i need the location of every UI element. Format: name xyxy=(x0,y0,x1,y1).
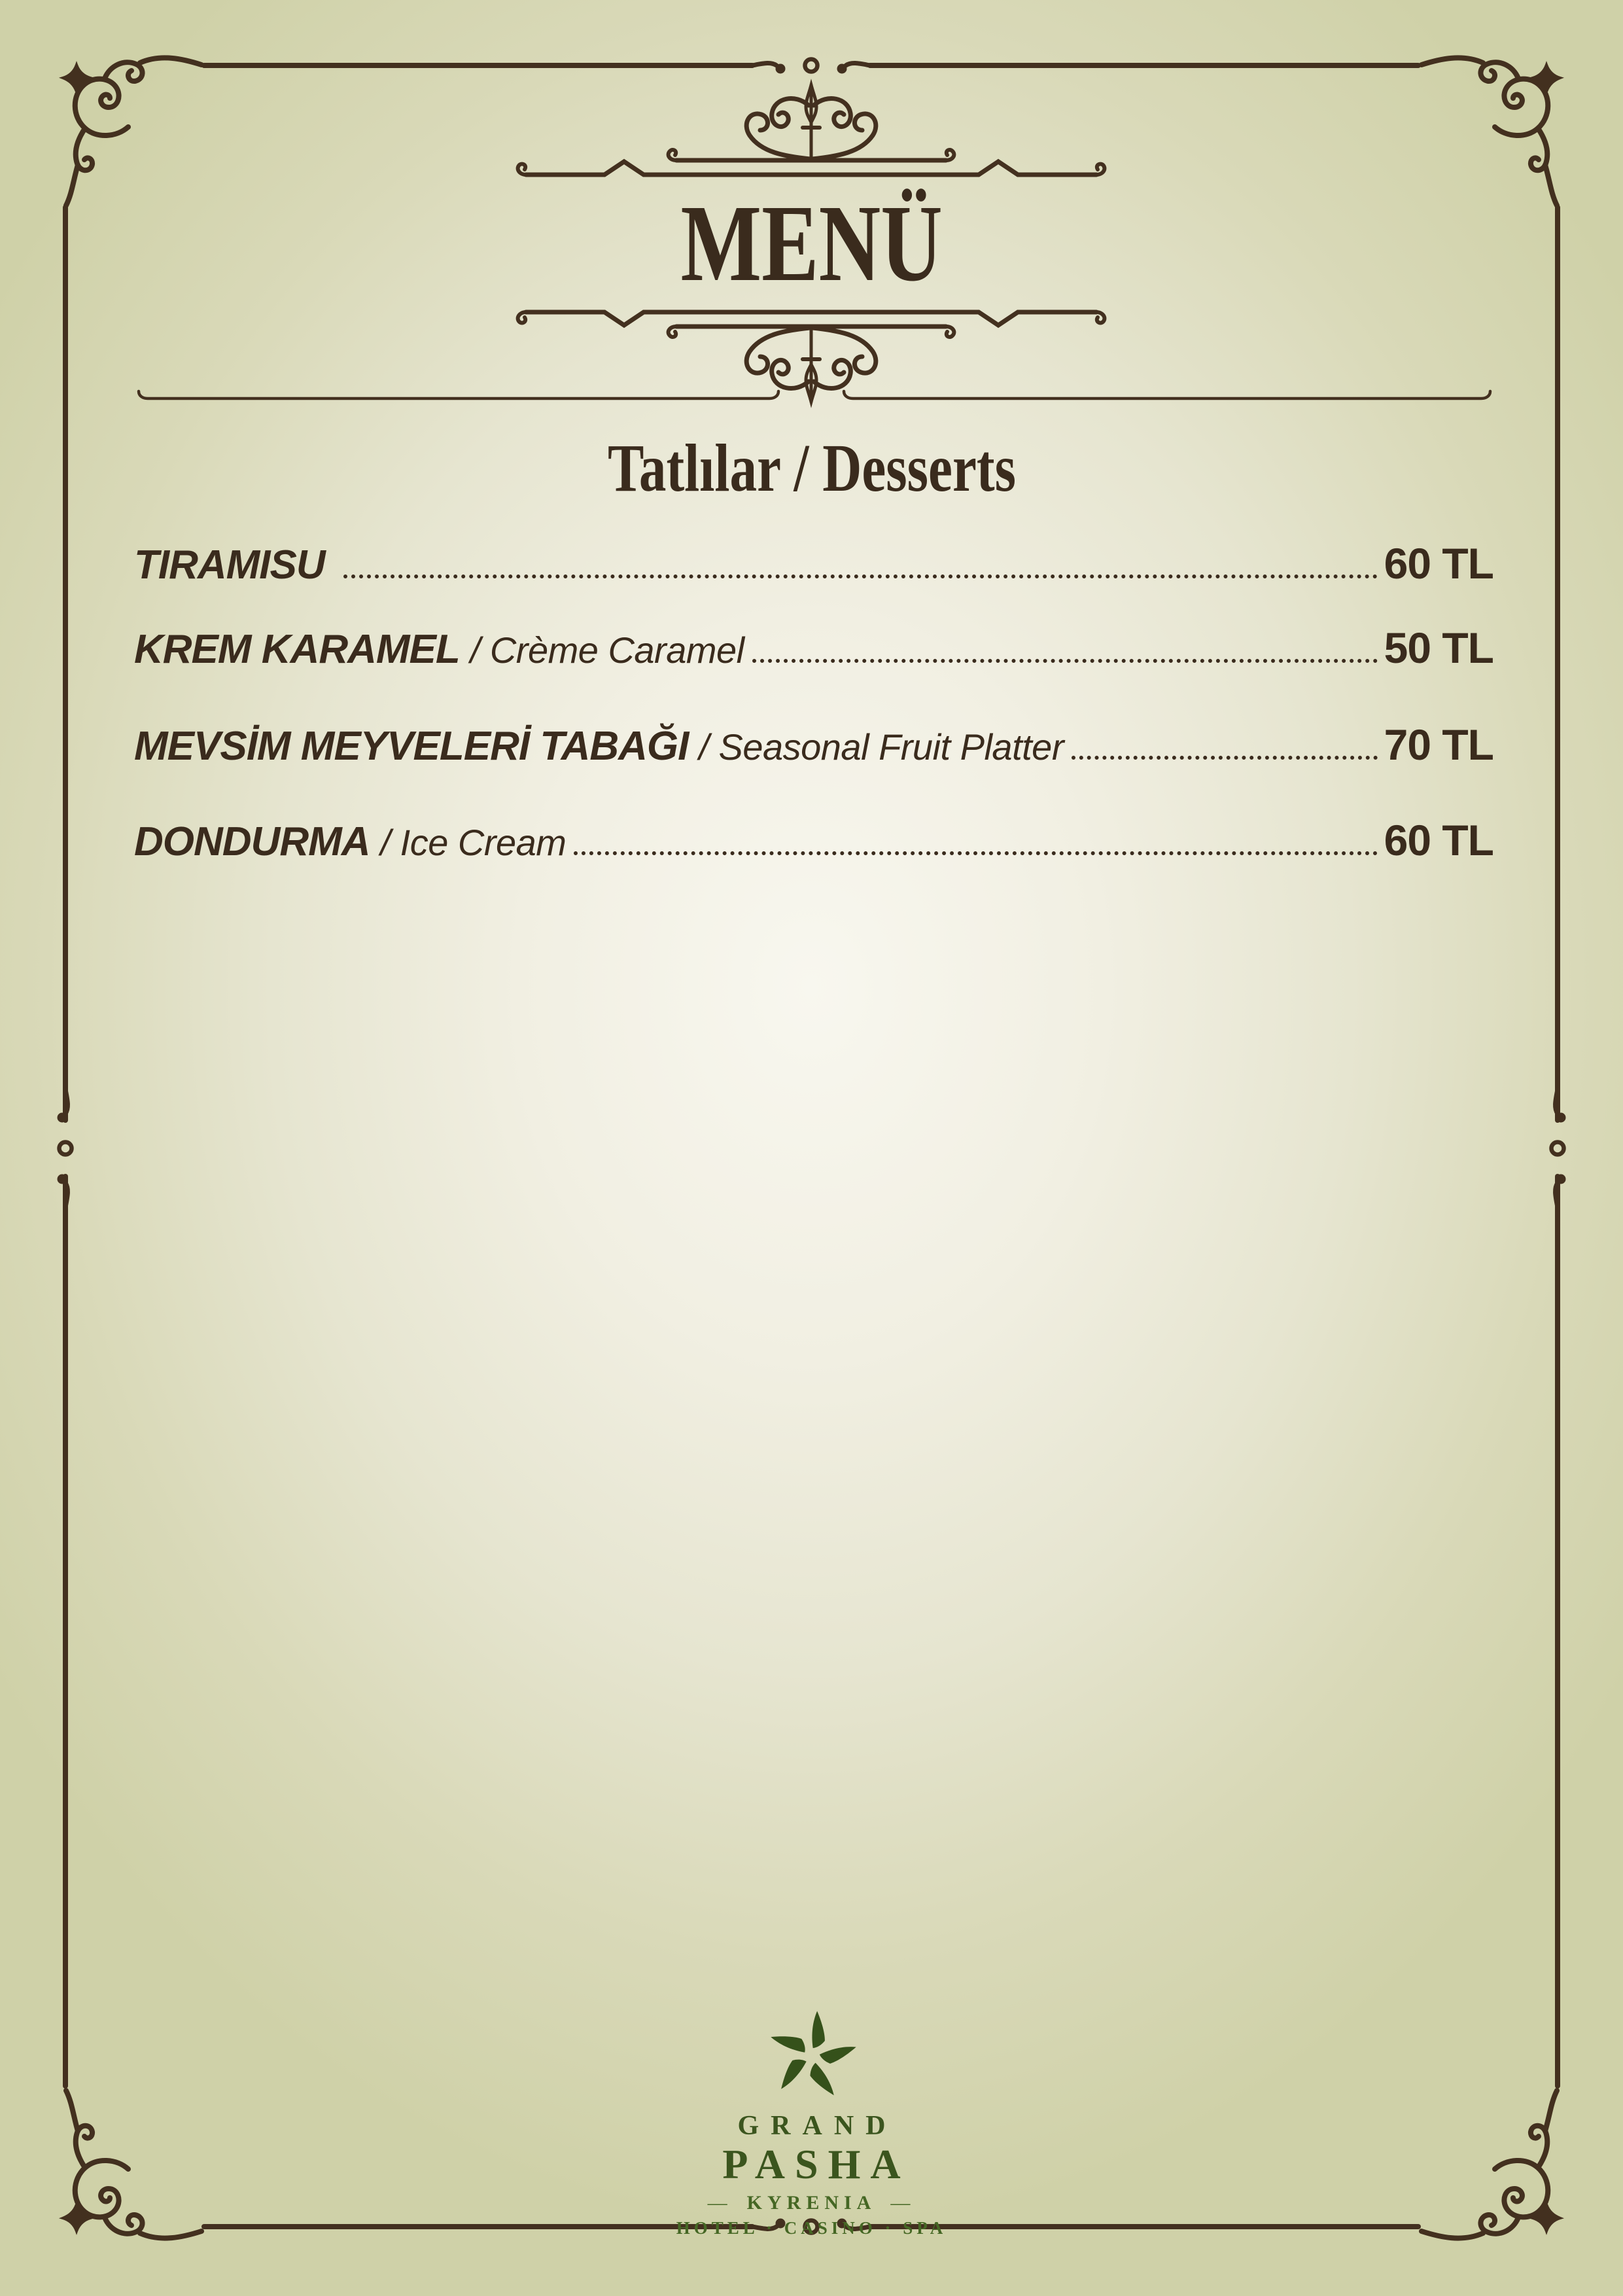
item-price: 70 TL xyxy=(1384,720,1493,769)
menu-item-row xyxy=(134,538,1493,590)
menu-item-row xyxy=(134,719,1493,771)
item-name: DONDURMA xyxy=(134,819,370,865)
dotted-leader xyxy=(752,659,1378,663)
header-ornament-top xyxy=(518,85,1105,175)
menu-item-row xyxy=(134,815,1493,866)
menu-item-list xyxy=(134,538,1493,867)
brand-location: KYRENIA xyxy=(746,2192,877,2214)
corner-flourish-top-left xyxy=(63,58,201,205)
pinwheel-star-icon xyxy=(748,2005,876,2103)
corner-flourish-top-right xyxy=(1422,58,1560,205)
item-price: 60 TL xyxy=(1384,539,1493,588)
page-title-text: MENÜ xyxy=(680,183,943,304)
dotted-leader xyxy=(1072,756,1378,760)
item-translation: / Ice Cream xyxy=(380,822,567,864)
section-title xyxy=(0,431,1623,506)
item-name: MEVSİM MEYVELERİ TABAĞI xyxy=(134,723,689,769)
header-ornament-bottom xyxy=(518,312,1105,402)
item-price: 50 TL xyxy=(1384,624,1493,673)
brand-name-top: GRAND xyxy=(737,2111,898,2141)
brand-logo xyxy=(0,2005,1623,2237)
dash-left: — xyxy=(707,2192,733,2214)
section-title-text: Tatlılar / Desserts xyxy=(607,431,1016,506)
item-name: KREM KARAMEL xyxy=(134,627,460,673)
page-title xyxy=(0,183,1623,304)
item-translation: / Seasonal Fruit Platter xyxy=(699,726,1064,768)
item-price: 60 TL xyxy=(1384,816,1493,865)
item-translation: / Crème Caramel xyxy=(470,629,744,671)
menu-item-row xyxy=(134,622,1493,674)
dotted-leader xyxy=(574,851,1377,855)
brand-tagline: HOTEL · CASINO · SPA xyxy=(676,2218,947,2238)
brand-location-row xyxy=(0,2193,1623,2213)
border-break-top xyxy=(752,60,870,74)
dotted-leader xyxy=(343,574,1378,578)
dash-right: — xyxy=(890,2192,916,2214)
brand-name-main: PASHA xyxy=(722,2141,911,2187)
item-name: TIRAMISU xyxy=(134,542,325,588)
